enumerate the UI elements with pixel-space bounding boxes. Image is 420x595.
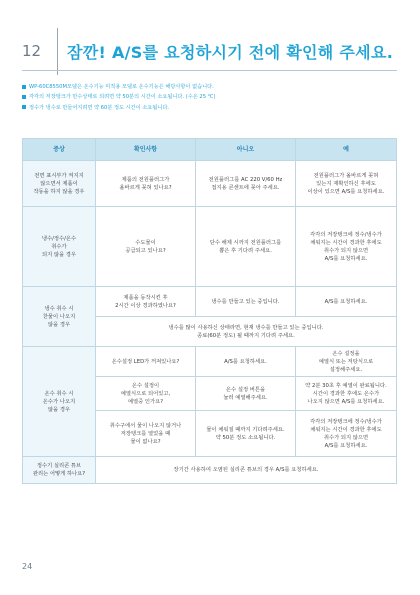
note-text: WP-60C8550M모델은 온수기능 미적용 모델로 온수기능은 해당사항이 없습니다.: [29, 84, 214, 90]
header-symptom: 증상: [23, 139, 96, 161]
yes-cell: A/S를 요청하세요.: [296, 287, 397, 317]
symptom-cell: 전면 표시부가 켜지지 않으면서 제품이 작동을 하지 않을 경우: [23, 161, 96, 207]
table-row: [23, 161, 397, 207]
no-cell: 냉수를 만들고 있는 중입니다.: [196, 287, 296, 317]
no-cell: 단수 해제 시까지 전원플러그를 뽑은 후 기다려 주세요.: [196, 207, 296, 287]
bullet-square-icon: [22, 85, 26, 89]
no-cell: 온수 설정 버튼을 눌러 예열해주세요.: [196, 377, 296, 411]
troubleshooting-table: [22, 138, 397, 484]
header-divider: [57, 28, 58, 75]
check-cell: 온수 설정이 예열식으로 되어있고, 예열중 인가요?: [96, 377, 196, 411]
table-row: [23, 457, 397, 484]
symptom-cell: 냉수/정수/온수 취수가 되지 않을 경우: [23, 207, 96, 287]
symptom-cell: 냉수 취수 시 찬물이 나오지 않을 경우: [23, 287, 96, 347]
notes-list: [22, 82, 402, 113]
check-cell: 제품을 동작시킨 후 2시간 이상 경과하였나요?: [96, 287, 196, 317]
table-row: [23, 207, 397, 287]
table-row: [23, 287, 397, 317]
yes-cell: 각각의 저장탱크에 정수/냉수가 채워지는 시간이 경과한 후에도 취수가 되지 않으면 A/S를 요청하세요.: [296, 411, 397, 457]
no-cell: 전원플러그를 AC 220 V/60 Hz 접지용 콘센트에 꽂아 주세요.: [196, 161, 296, 207]
check-cell: 온수설정 LED가 꺼져있나요?: [96, 347, 196, 377]
table-row: [23, 347, 397, 377]
page-number: 24: [22, 562, 33, 571]
bullet-square-icon: [22, 105, 26, 109]
page-header: [0, 0, 420, 75]
check-cell: 수도물이 공급되고 있나요?: [96, 207, 196, 287]
merged-note-cell: 냉수를 많이 사용하신 상태라면, 현재 냉수를 만들고 있는 중입니다. 종료(60분 정도) 될 때까지 기다려 주세요.: [96, 317, 397, 347]
header-no: 아니오: [196, 139, 296, 161]
check-cell: 제품의 전원플러그가 올바르게 꽂혀 있나요?: [96, 161, 196, 207]
note-item: [22, 103, 402, 113]
yes-cell: 온수 설정을 예열식 또는 저탕식으로 설정해주세요.: [296, 347, 397, 377]
bullet-square-icon: [22, 95, 26, 99]
note-text: 정수가 냉수로 만들어지려면 약 60분 정도 시간이 소요됩니다.: [29, 104, 170, 111]
yes-cell: 각각의 저장탱크에 정수/냉수가 채워지는 시간이 경과한 후에도 취수가 되지 않으면 A/S를 요청하세요.: [296, 207, 397, 287]
merged-note-cell: 장기간 사용하여 오염된 실리콘 튜브의 경우 A/S를 요청하세요.: [96, 457, 397, 484]
header-check: 확인사항: [96, 139, 196, 161]
symptom-cell: 정수기 실리콘 튜브 관리는 어떻게 하나요?: [23, 457, 96, 484]
chapter-number: 12: [22, 42, 42, 60]
no-cell: 물이 채워질 때까지 기다려주세요. 약 50분 정도 소요됩니다.: [196, 411, 296, 457]
page-title: 잠깐! A/S를 요청하시기 전에 확인해 주세요.: [67, 43, 394, 62]
header-yes: 예: [296, 139, 397, 161]
header-rule: [22, 70, 397, 71]
note-text: 각각의 저장탱크가 만수상태로 되려면 약 50분의 시간이 소요됩니다. (수온 25 ℃): [29, 94, 216, 101]
note-item: [22, 82, 402, 92]
symptom-cell: 온수 취수 시 온수가 나오지 않을 경우: [23, 347, 96, 457]
no-cell: A/S를 요청하세요.: [196, 347, 296, 377]
check-cell: 취수구에서 물이 나오지 않거나 저장탱크를 열었을 때 물이 없나요?: [96, 411, 196, 457]
note-item: [22, 92, 402, 102]
yes-cell: 전원플러그가 올바르게 꽂혀 있는지 재확인하신 후에도 이상이 있으면 A/S를 요청하세요.: [296, 161, 397, 207]
yes-cell: 약 2분 30초 후 예열이 완료됩니다. 시간이 경과한 후에도 온수가 나오지 않으면 A/S를 요청하세요.: [296, 377, 397, 411]
table-header-row: [23, 139, 397, 161]
